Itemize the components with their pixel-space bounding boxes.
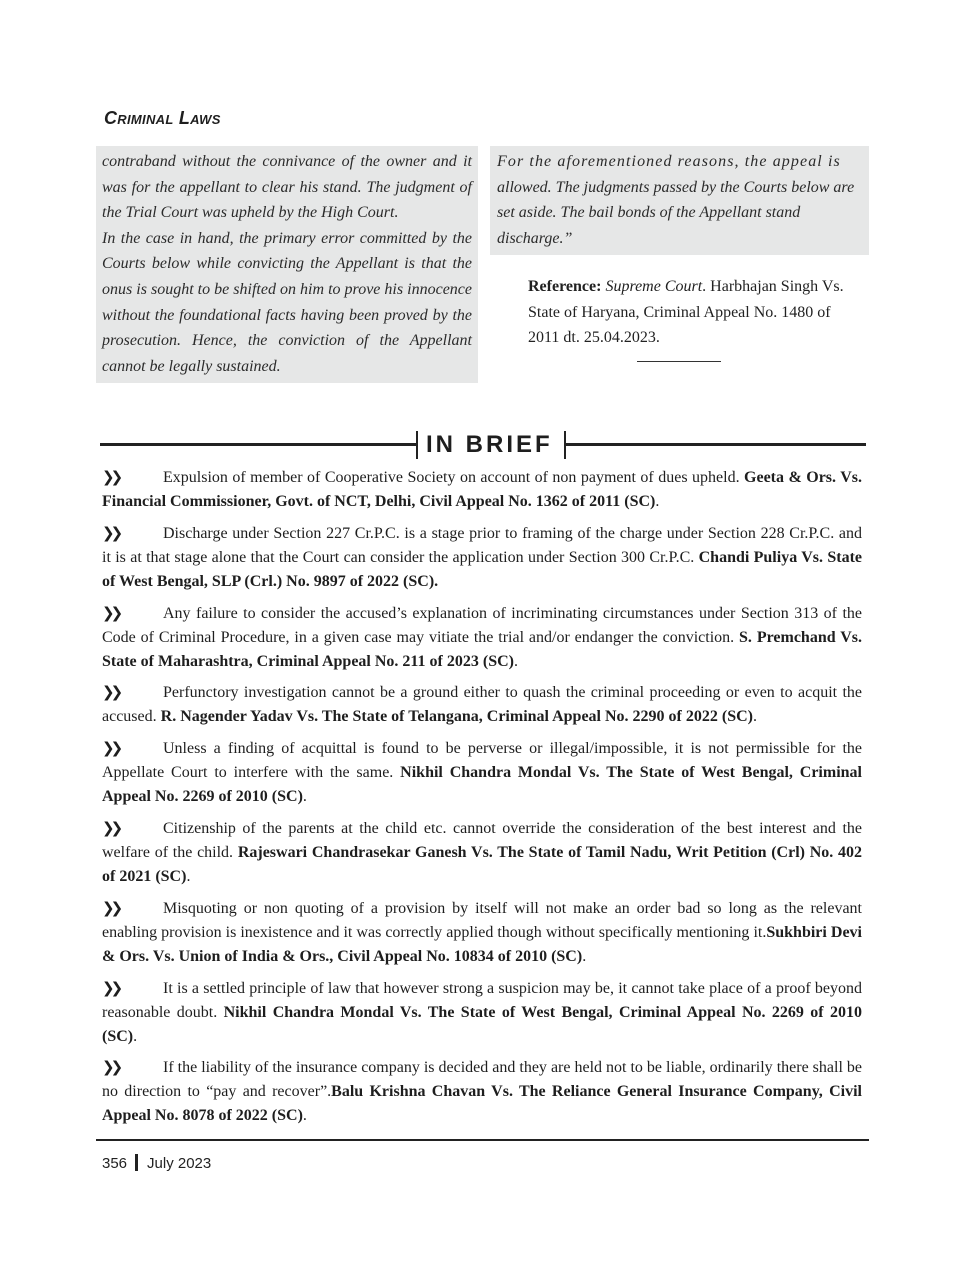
brief-item-text: It is a settled principle of law that however strong a suspicion may be, it cannot take place of a proof beyond reasonable doubt. (102, 979, 862, 1021)
in-brief-rule-left (100, 443, 416, 446)
in-brief-list (102, 465, 862, 1135)
brief-item-end: . (582, 947, 587, 965)
brief-item (102, 736, 862, 809)
brief-item-citation: Rajeswari Chandrasekar Ganesh Vs. The State of Tamil Nadu, Writ Petition (Crl) No. 402 of 2021 (SC) (102, 843, 863, 885)
quote-paragraph: allowed. The judgments passed by the Courts below are set aside. The bail bonds of the Appellant stand discharge.” (497, 178, 855, 247)
brief-item-citation: R. Nagender Yadav Vs. The State of Telangana, Criminal Appeal No. 2290 of 2022 (SC) (160, 708, 753, 726)
brief-item-end: . (753, 708, 757, 726)
footer-separator (135, 1154, 138, 1171)
quote-box-left (96, 146, 478, 383)
in-brief-rule-right (566, 443, 866, 446)
page-footer (102, 1154, 211, 1172)
section-title: Criminal Laws (104, 108, 221, 128)
quote-line: For the aforementioned reasons, the appeal is (497, 153, 841, 170)
double-chevron-right-icon: ❯❯ (102, 978, 120, 997)
double-chevron-right-icon: ❯❯ (102, 683, 120, 702)
brief-item-text: Citizenship of the parents at the child etc. cannot override the consideration of the best interest and the welfare of the child. (102, 819, 862, 861)
double-chevron-right-icon: ❯❯ (102, 1058, 120, 1077)
quote-paragraph: contraband without the connivance of the owner and it was for the appellant to clear his stand. The judgment of the Trial Court was upheld by the High Court. (102, 153, 472, 222)
brief-item-text: Misquoting or non quoting of a provision by itself will not make an order bad so long as the relevant enabling provision is inexistence and it was correctly applied though without specifically mentioning it. (102, 899, 862, 941)
brief-item (102, 816, 862, 889)
brief-item (102, 896, 862, 969)
brief-item (102, 601, 862, 674)
brief-item-text: Perfunctory investigation cannot be a ground either to quash the criminal proceeding or even to acquit the accused. (102, 684, 862, 726)
brief-item-citation: Balu Krishna Chavan Vs. The Reliance General Insurance Company, Civil Appeal No. 8078 of 2022 (SC) (102, 1083, 862, 1125)
brief-item-citation: Chandi Puliya Vs. State of West Bengal, SLP (Crl.) No. 9897 of 2022 (SC). (102, 548, 863, 590)
brief-item (102, 680, 862, 729)
brief-item-end: . (513, 652, 518, 670)
brief-item-citation: Sukhbiri Devi & Ors. Vs. Union of India & Ors., Civil Appeal No. 10834 of 2010 (SC) (102, 923, 862, 965)
brief-item-text: If the liability of the insurance company is decided and they are held not to be liable, ordinarily there shall be no direction to “pay and recover”. (102, 1059, 862, 1101)
brief-item-citation: Nikhil Chandra Mondal Vs. The State of West Bengal, Criminal Appeal No. 2269 of 2010 (SC) (102, 764, 862, 806)
brief-item-end: . (133, 1027, 138, 1045)
double-chevron-right-icon: ❯❯ (102, 739, 120, 758)
quote-paragraph: In the case in hand, the primary error committed by the Courts below while convicting the Appellant is that the onus is sought to be shifted on him to prove his innocence without the foundational facts having been proved by the prosecution. Hence, the conviction of the Appellant cannot be legally sustained. (102, 229, 472, 375)
reference-divider (637, 361, 721, 362)
in-brief-title: IN BRIEF (426, 431, 553, 458)
brief-item-citation: Geeta & Ors. Vs. Financial Commissioner, Govt. of NCT, Delhi, Civil Appeal No. 1362 of 2011 (SC) (102, 469, 862, 510)
brief-item-text: Unless a finding of acquittal is found to be perverse or illegal/impossible, it is not permissible for the Appellate Court to interfere with the same. (102, 740, 862, 782)
brief-item-citation: Nikhil Chandra Mondal Vs. The State of West Bengal, Criminal Appeal No. 2269 of 2010 (SC) (102, 1003, 862, 1045)
reference-label: Reference: (528, 278, 602, 295)
brief-item-text: Any failure to consider the accused’s explanation of incriminating circumstances under Section 313 of the Code of Criminal Procedure, in a given case may vitiate the trial and/or endanger the conviction. (102, 604, 862, 646)
double-chevron-right-icon: ❯❯ (102, 898, 120, 917)
double-chevron-right-icon: ❯❯ (102, 468, 120, 486)
in-brief-tick-left (416, 431, 418, 459)
brief-item-end: . (302, 788, 307, 806)
reference-citation: . Harbhajan Singh Vs. State of Haryana, Criminal Appeal No. 1480 of 2011 dt. 25.04.2023. (528, 278, 844, 346)
double-chevron-right-icon: ❯❯ (102, 523, 120, 542)
brief-item (102, 465, 862, 514)
double-chevron-right-icon: ❯❯ (102, 603, 120, 622)
brief-item-citation: S. Premchand Vs. State of Maharashtra, Criminal Appeal No. 211 of 2023 (SC) (102, 628, 862, 670)
brief-item (102, 976, 862, 1049)
issue-date: July 2023 (147, 1155, 212, 1172)
brief-item (102, 521, 862, 594)
double-chevron-right-icon: ❯❯ (102, 818, 120, 837)
quote-box-right (490, 146, 869, 255)
page-number: 356 (102, 1155, 128, 1172)
reference-block (528, 274, 858, 351)
reference-court: Supreme Court (605, 278, 703, 295)
footer-rule (96, 1139, 869, 1141)
brief-item-text: Discharge under Section 227 Cr.P.C. is a stage prior to framing of the charge under Section 228 Cr.P.C. and it is at that stage alone that the Court can consider the application under Section 300 Cr.P.C. (102, 524, 862, 566)
brief-item-end: . (302, 1107, 307, 1125)
brief-item (102, 1055, 862, 1128)
brief-item-end: . (186, 867, 191, 885)
brief-item-text: Expulsion of member of Cooperative Society on account of non payment of dues upheld. (163, 469, 745, 486)
brief-item-end: . (655, 493, 660, 510)
